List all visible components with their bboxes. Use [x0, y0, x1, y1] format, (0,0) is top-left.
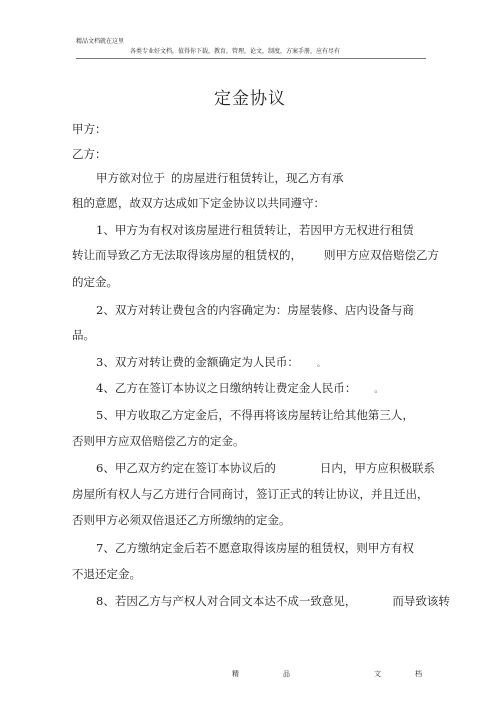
clause-5-line-1: 5、甲方收取乙方定金后，不得再将该房屋转让给其他第三人，: [96, 408, 414, 422]
clause-3-line-1: [96, 354, 325, 372]
party-a-label: 甲方：: [72, 122, 107, 136]
clause-4-text: 4、乙方在签订本协议之日缴纳转让费定金人民币：: [96, 381, 357, 395]
footer-char-2: 品: [283, 670, 290, 678]
footer-char-3: 文: [374, 670, 381, 678]
clause-1-line-2-a: 转让而导致乙方无法取得该房屋的租赁权的，: [72, 248, 302, 262]
clause-4-mark: 。: [374, 385, 383, 394]
clause-2-line-1: 2、双方对转让费包含的内容确定为：房屋装修、店内设备与商: [96, 303, 414, 317]
header-rule: [76, 58, 426, 59]
clause-8-line-1-a: 8、若因乙方与产权人对合同文本达不成一致意见，: [96, 594, 357, 608]
clause-1-line-2-b: 则甲方应双倍赔偿乙方: [324, 248, 439, 262]
clause-6-line-2: 房屋所有权人与乙方进行合同商讨，签订正式的转让协议，并且迁出，: [72, 487, 429, 501]
clause-6-line-1-b: 日内，甲方应积极联系: [319, 461, 435, 475]
footer-char-4: 档: [415, 670, 422, 678]
clause-6-line-3: 否则甲方必须双倍退还乙方所缴纳的定金。: [72, 513, 291, 527]
footer-char-1: 精: [232, 670, 239, 678]
intro-line-2: 租的意愿，故双方达成如下定金协议以共同遵守：: [72, 196, 325, 210]
clause-7-line-1: 7、乙方缴纳定金后若不愿意取得该房屋的租赁权，则甲方有权: [96, 541, 414, 555]
clause-3-text: 3、双方对转让费的金额确定为人民币：: [96, 355, 299, 369]
intro-line-1-b: 的房屋进行租赁转让，现乙方有承: [171, 171, 344, 185]
clause-6-line-1: [96, 460, 435, 476]
clause-7-line-2: 不退还定金。: [72, 567, 141, 581]
clause-8-line-1-b: 而导致该转: [392, 594, 450, 608]
clause-8-line-1: [96, 593, 450, 609]
clause-1-line-3: 的定金。: [72, 275, 118, 289]
clause-5-line-2: 否则甲方应双倍赔偿乙方的定金。: [72, 434, 245, 448]
intro-line-1-a: 甲方欲对位于: [96, 171, 165, 185]
document-title: 定金协议: [214, 89, 286, 109]
clause-4-line-1: [96, 380, 382, 398]
intro-line-1: [96, 170, 344, 186]
party-b-label: 乙方：: [72, 147, 107, 161]
header-line-1: 精品文档就在这里: [76, 38, 125, 45]
clause-1-line-2: [72, 247, 439, 263]
clause-3-mark: 。: [316, 359, 325, 368]
clause-2-line-2: 品。: [72, 328, 95, 342]
header-line-2: 各类专业好文档，值得你下载，教育，管理，论文，制度，方案手册，应有尽有: [130, 48, 341, 55]
clause-1-line-1: 1、甲方为有权对该房屋进行租赁转让，若因甲方无权进行租赁: [96, 223, 414, 237]
clause-6-line-1-a: 6、甲乙双方约定在签订本协议后的: [96, 461, 276, 475]
